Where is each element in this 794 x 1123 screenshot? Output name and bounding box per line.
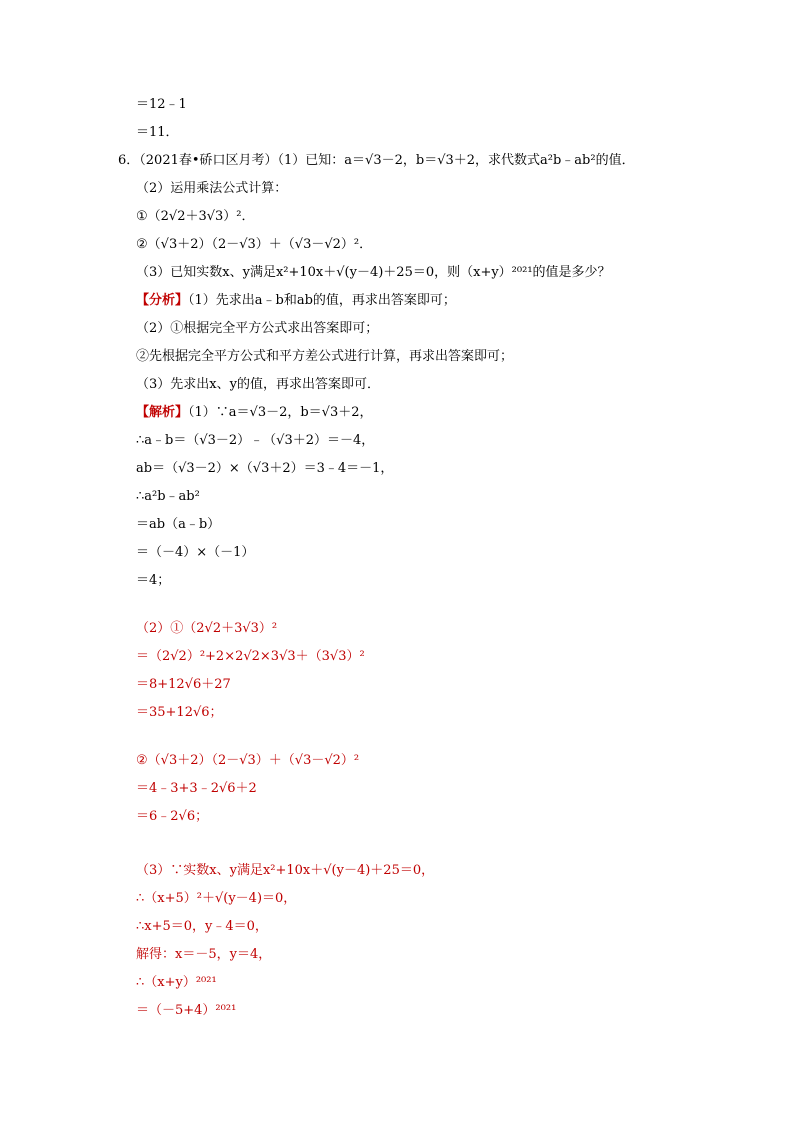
analysis-line-2: （2）①根据完全平方公式求出答案即可； (136, 321, 379, 336)
prev-result-line: ＝11． (136, 125, 179, 140)
question-6-part-3: （3）已知实数x、y满足x²+10x＋√(y－4)＋25＝0，则（x+y）²⁰²¹的值是多少？ (136, 265, 611, 280)
analysis-line-3: ②先根据完全平方公式和平方差公式进行计算，再求出答案即可； (136, 349, 514, 364)
analysis-label: 【分析】 (136, 293, 189, 308)
solution-line-3-1: ∴（x+5）²＋√(y－4)＝0， (136, 891, 297, 906)
solution-line-3-4: ∴（x+y）²⁰²¹ (136, 975, 217, 990)
question-6-part-2: （2）运用乘法公式计算： (136, 181, 288, 196)
solution-text-1-0: （1）∵a＝√3－2，b＝√3＋2， (188, 405, 373, 420)
analysis-line-4: （3）先求出x、y的值，再求出答案即可． (136, 377, 380, 392)
solution-line-1-1: ∴a﹣b＝（√3－2）﹣（√3＋2）＝－4， (136, 433, 375, 448)
solution-line-1-2: ab＝（√3－2）×（√3＋2）＝3﹣4＝－1， (136, 461, 394, 476)
question-6-heading: 6．（2021春•硚口区月考）（1）已知：a＝√3－2，b＝√3＋2，求代数式a²b﹣ab²的值． (118, 153, 635, 168)
solution-line-2-6: ＝6﹣2√6； (136, 809, 209, 824)
solution-line-3-5: ＝（－5+4）²⁰²¹ (136, 1003, 237, 1018)
solution-line-3-0: （3）∵实数x、y满足x²+10x＋√(y－4)＋25＝0， (136, 863, 435, 878)
solution-line-1-4: ＝ab（a﹣b） (136, 517, 221, 532)
analysis-line-1 (136, 292, 456, 310)
solution-line-2-4: ②（√3＋2）（2－√3）＋（√3－√2）² (136, 753, 360, 768)
solution-line-2-0: （2）①（2√2＋3√3）² (136, 621, 278, 636)
solution-line-2-2: ＝8+12√6＋27 (136, 677, 231, 692)
solution-line-1-0 (136, 404, 373, 422)
solution-line-1-6: ＝4； (136, 573, 171, 588)
solution-line-1-3: ∴a²b﹣ab² (136, 489, 200, 504)
solution-line-3-3: 解得：x＝－5，y＝4， (136, 947, 272, 962)
question-6-part-2b: ②（√3＋2）（2－√3）＋（√3－√2）²． (136, 237, 373, 252)
solution-line-2-5: ＝4﹣3+3﹣2√6＋2 (136, 781, 257, 796)
analysis-text-1: （1）先求出a﹣b和ab的值，再求出答案即可； (188, 293, 456, 308)
solution-line-3-2: ∴x+5＝0，y﹣4＝0， (136, 919, 268, 934)
solution-line-2-3: ＝35+12√6； (136, 705, 223, 720)
prev-step-line: ＝12﹣1 (136, 97, 187, 112)
question-6-part-2a: ①（2√2＋3√3）²． (136, 209, 255, 224)
solution-line-2-1: ＝（2√2）²+2×2√2×3√3＋（3√3）² (136, 649, 365, 664)
solution-label: 【解析】 (136, 405, 189, 420)
solution-line-1-5: ＝（－4）×（－1） (136, 545, 255, 560)
